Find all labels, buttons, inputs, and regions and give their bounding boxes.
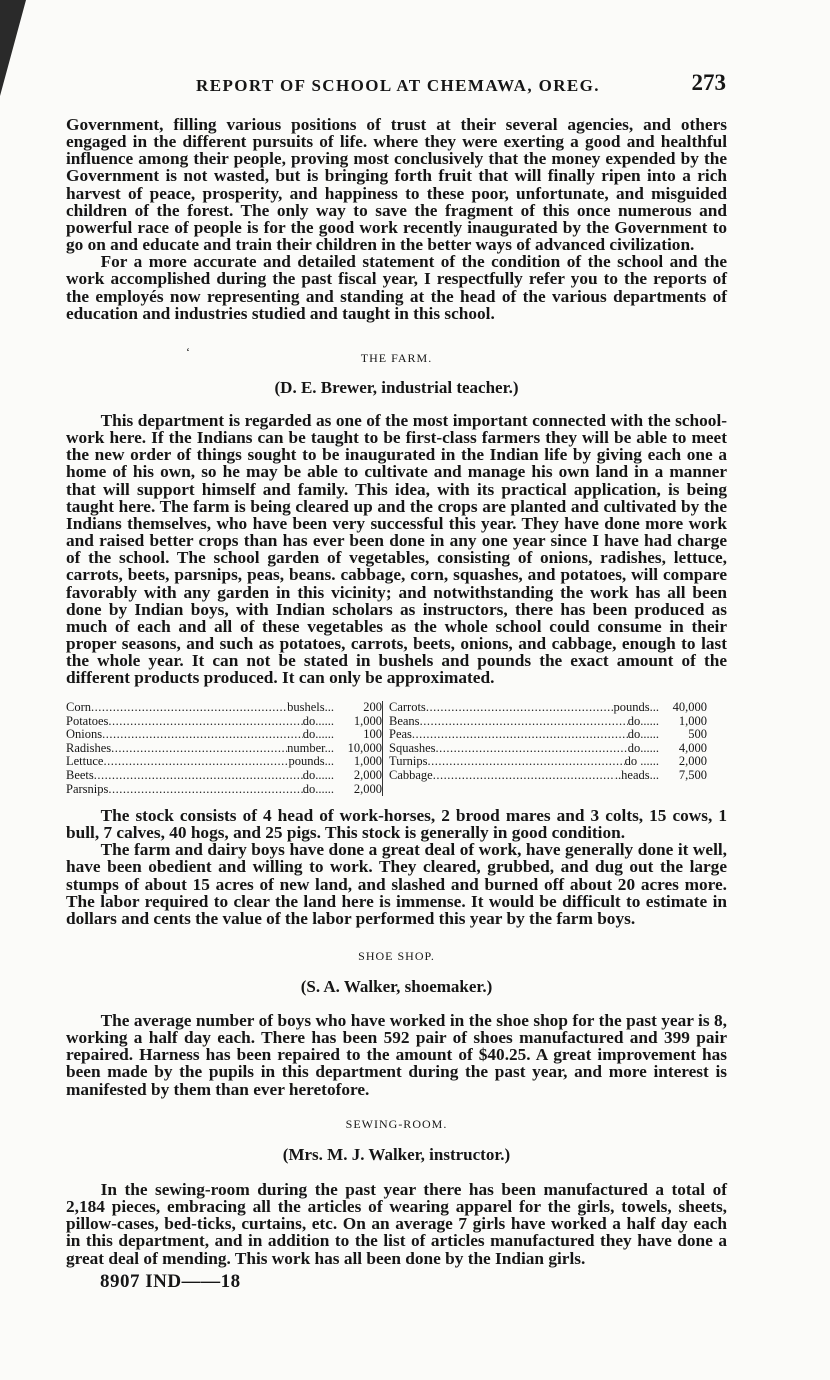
- produce-row: [389, 755, 707, 769]
- produce-row: [66, 755, 382, 769]
- produce-name: Turnips: [389, 754, 428, 769]
- produce-row: [66, 783, 382, 797]
- produce-table: [66, 701, 706, 796]
- produce-unit: do......: [627, 713, 659, 728]
- scan-speck: ʻ: [186, 345, 190, 359]
- produce-unit: do......: [302, 713, 334, 728]
- produce-name: Lettuce: [66, 754, 104, 769]
- intro-paragraph-1: Government, filling various positions of trust at their several agencies, and others engaged in the different pursuits of life. where they were exerting a good and healthful influence among their people, proving most conclusively that the money expended by the Government is not wasted, but is bringing forth fruit that will finally ripen into a rich harvest of peace, prosperity, and happiness to these poor, unfortunate, and misguided children of the forest. The only way to save the fragment of this once numerous and powerful race of people is for the good work recently inaugurated by the Government to go on and educate and train their children in the better ways of advanced civilization.: [66, 115, 727, 255]
- sewing-text: [66, 1181, 727, 1267]
- leader-dots: [436, 742, 628, 756]
- produce-name: Parsnips: [66, 781, 109, 796]
- produce-quantity: 500: [688, 727, 707, 742]
- produce-unit: do ......: [624, 754, 659, 769]
- produce-unit: bushels...: [287, 700, 334, 714]
- produce-row: [389, 701, 707, 715]
- produce-quantity: 2,000: [678, 754, 707, 769]
- sewing-subtitle: (Mrs. M. J. Walker, instructor.): [282, 1145, 511, 1164]
- produce-row: [389, 715, 707, 729]
- intro-paragraph-2: For a more accurate and detailed statement of the condition of the school and the work accomplished during the past fiscal year, I respectfully refer you to the reports of the employés now representing and standing at the head of the various departments of education and industries studied and taught in this school.: [66, 252, 727, 323]
- leader-dots: [427, 755, 624, 769]
- produce-quantity: 2,000: [353, 781, 382, 796]
- leader-dots: [91, 701, 287, 715]
- produce-name: Peas: [389, 727, 412, 742]
- produce-quantity: 4,000: [678, 740, 707, 755]
- produce-name: Carrots: [389, 700, 426, 714]
- produce-unit: number...: [287, 740, 334, 755]
- signature-mark: 8907 IND——18: [100, 1271, 241, 1292]
- shoe-text: [66, 1012, 727, 1098]
- produce-column-left: [66, 701, 382, 796]
- farm-text: [66, 412, 727, 687]
- farm-paragraph-3: The farm and dairy boys have done a great deal of work, have generally done it well, have been obedient and willing to work. They cleared, grubbed, and dug out the large stumps of about 15 acres of new land, and slashed and burned off about 20 acres more. The labor required to clear the land here is immense. It would be difficult to estimate in dollars and cents the value of the labor performed this year by the farm boys.: [66, 840, 727, 928]
- produce-quantity: 1,000: [353, 754, 382, 769]
- produce-row: [389, 728, 707, 742]
- leader-dots: [420, 715, 628, 729]
- leader-dots: [103, 755, 288, 769]
- leader-dots: [102, 728, 303, 742]
- produce-unit: do......: [302, 767, 334, 782]
- produce-quantity: 1,000: [678, 713, 707, 728]
- produce-quantity: 2,000: [353, 767, 382, 782]
- farm-stock-text: [66, 807, 727, 927]
- leader-dots: [412, 728, 628, 742]
- farm-title: THE FARM.: [360, 351, 433, 365]
- produce-name: Beets: [66, 767, 94, 782]
- leader-dots: [108, 783, 302, 797]
- produce-unit: pounds...: [613, 700, 659, 714]
- produce-quantity: 10,000: [347, 740, 382, 755]
- page-number: 273: [691, 70, 726, 95]
- shoe-subtitle: (S. A. Walker, shoemaker.): [300, 977, 493, 996]
- leader-dots: [94, 769, 303, 783]
- produce-column-right: [382, 701, 707, 796]
- intro-text: [66, 116, 727, 322]
- produce-name: Onions: [66, 727, 103, 742]
- leader-dots: [426, 701, 614, 715]
- produce-quantity: 100: [363, 727, 382, 742]
- produce-row: [66, 701, 382, 715]
- farm-subtitle: (D. E. Brewer, industrial teacher.): [274, 378, 519, 397]
- produce-quantity: 200: [363, 700, 382, 714]
- produce-name: Cabbage: [389, 767, 433, 782]
- produce-row: [66, 728, 382, 742]
- produce-name: Potatoes: [66, 713, 109, 728]
- running-header: REPORT OF SCHOOL AT CHEMAWA, OREG.: [196, 76, 600, 95]
- scan-corner-shadow: [0, 0, 26, 96]
- leader-dots: [111, 742, 287, 756]
- sewing-title: SEWING-ROOM.: [345, 1117, 448, 1131]
- produce-name: Beans: [389, 713, 420, 728]
- produce-row: [66, 715, 382, 729]
- produce-row: [389, 769, 707, 783]
- produce-quantity: 7,500: [678, 767, 707, 782]
- farm-paragraph-1: This department is regarded as one of the most important connected with the school-work here. If the Indians can be taught to be first-class farmers they will be able to meet the new order of things sought to be inaugurated in the Indian life by giving each one a home of his own, so he may be able to cultivate and manage his own land in a manner that will support himself and family. This idea, with its practical application, is being taught here. The farm is being cleared up and the crops are planted and cultivated by the Indians themselves, who have been very successful this year. They have done more work and raised better crops than has ever been done in any one year since I have had charge of the school. The school garden of vegetables, consisting of onions, radishes, lettuce, carrots, beets, parsnips, peas, beans. cabbage, corn, squashes, and potatoes, will compare favorably with any garden in this vicinity; and notwithstanding the work has all been done by Indian boys, with Indian scholars as instructors, there has been produced as much of each and all of these vegetables as the whole school could consume in their proper seasons, and such as potatoes, carrots, beets, onions, and cabbage, enough to last the whole year. It can not be stated in bushels and pounds the exact amount of the different products produced. It can only be approximated.: [66, 411, 727, 688]
- produce-unit: do......: [302, 727, 334, 742]
- produce-quantity: 1,000: [353, 713, 382, 728]
- produce-unit: do......: [627, 727, 659, 742]
- leader-dots: [108, 715, 302, 729]
- produce-quantity: 40,000: [672, 700, 707, 714]
- produce-unit: do......: [302, 781, 334, 796]
- leader-dots: [433, 769, 615, 783]
- produce-row: [66, 769, 382, 783]
- sewing-paragraph-1: In the sewing-room during the past year there has been manufactured a total of 2,184 pieces, embracing all the articles of wearing apparel for the girls, towels, sheets, pillow-cases, bed-ticks, curtains, etc. On an average 7 girls have worked a half day each in this department, and in addition to the list of articles manufactured they have done a great deal of mending. This work has all been done by the Indian girls.: [66, 1180, 727, 1268]
- produce-name: Squashes: [389, 740, 436, 755]
- shoe-title: SHOE SHOP.: [358, 949, 435, 963]
- produce-row: [66, 742, 382, 756]
- produce-name: Corn: [66, 700, 91, 714]
- shoe-paragraph-1: The average number of boys who have worked in the shoe shop for the past year is 8, working a half day each. There has been 592 pair of shoes manufactured and 399 pair repaired. Harness has been repaired to the amount of $40.25. A great improvement has been made by the pupils in this department during the past year, and more interest is manifested by them than ever heretofore.: [66, 1011, 727, 1099]
- produce-unit: pounds...: [288, 754, 334, 769]
- produce-unit: ..heads...: [614, 767, 659, 782]
- produce-unit: do......: [627, 740, 659, 755]
- farm-paragraph-2: The stock consists of 4 head of work-horses, 2 brood mares and 3 colts, 15 cows, 1 bull, 7 calves, 40 hogs, and 25 pigs. This stock is generally in good condition.: [66, 806, 727, 843]
- produce-row: [389, 742, 707, 756]
- produce-name: Radishes: [66, 740, 112, 755]
